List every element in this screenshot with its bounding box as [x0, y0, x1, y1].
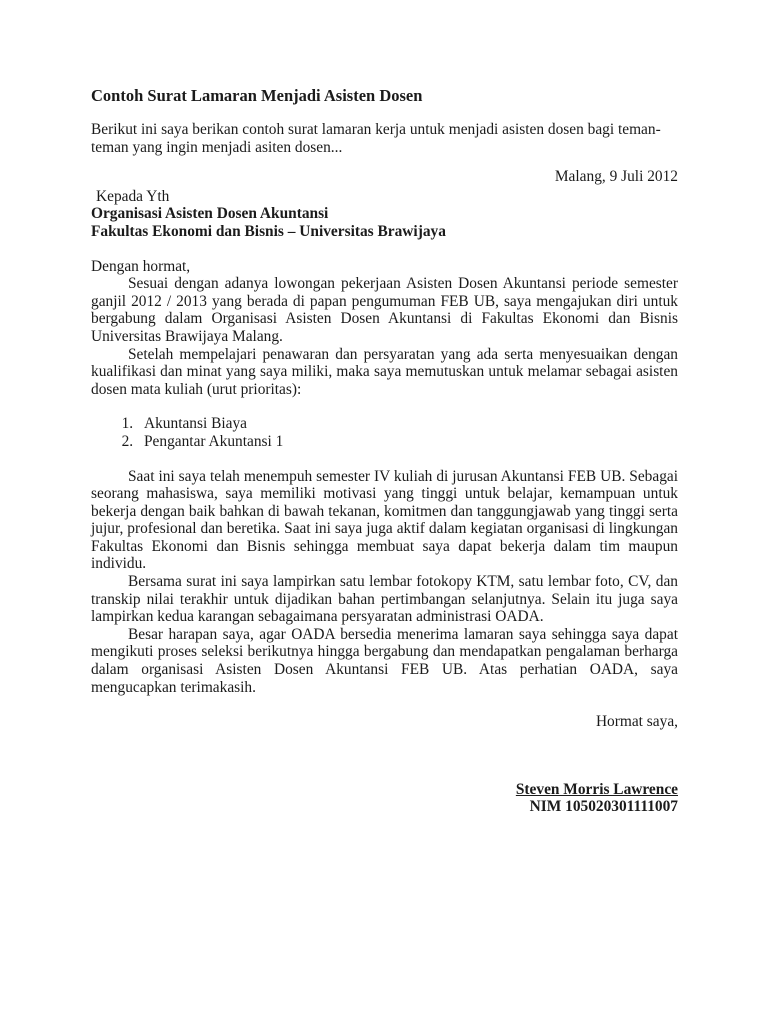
closing-line: Hormat saya, [595, 713, 678, 731]
date-line: Malang, 9 Juli 2012 [554, 168, 678, 186]
page-title: Contoh Surat Lamaran Menjadi Asisten Dosen [91, 86, 423, 105]
recipient-faculty: Fakultas Ekonomi dan Bisnis – Universitas Brawijaya [91, 222, 446, 240]
paragraph-vacancy: Sesuai dengan adanya lowongan pekerjaan Asisten Dosen Akuntansi periode semester ganjil 2012 / 2013 yang berada di papan pengumuman FEB UB, saya mengajukan diri untuk bergabung dalam Organisasi Asisten Dosen Akuntansi di Fakultas Ekonomi dan Bisnis Universitas Brawijaya Malang. [91, 275, 678, 345]
course-priority-list [91, 415, 678, 450]
signature-block [91, 781, 678, 816]
recipient-block [91, 188, 678, 241]
signature-name: Steven Morris Lawrence [515, 780, 678, 798]
paragraph-qualifications: Saat ini saya telah menempuh semester IV kuliah di jurusan Akuntansi FEB UB. Sebagai seorang mahasiswa, saya memiliki motivasi yang tinggi untuk belajar, kemampuan untuk bekerja dengan baik bahkan di bawah tekanan, komitmen dan tanggungjawab yang tinggi serta jujur, profesional dan beretika. Saat ini saya juga aktif dalam kegiatan organisasi di lingkungan Fakultas Ekonomi dan Bisnis sehingga membuat saya dapat bekerja dalam tim maupun individu. [91, 467, 678, 573]
course-item: 2. Pengantar Akuntansi 1 [137, 433, 678, 451]
course-item: 1. Akuntansi Biaya [137, 415, 678, 433]
paragraph-attachments: Bersama surat ini saya lampirkan satu lembar fotokopy KTM, satu lembar foto, CV, dan transkip nilai terakhir untuk dijadikan bahan pertimbangan selanjutnya. Selain itu juga saya lampirkan kedua karangan sebagaimana persyaratan administrasi OADA. [91, 573, 678, 626]
greeting-line: Dengan hormat, [91, 257, 191, 275]
paragraph-hope: Besar harapan saya, agar OADA bersedia menerima lamaran saya sehingga saya dapat mengikuti proses seleksi berikutnya hingga bergabung dan mendapatkan pengalaman berharga dalam organisasi Asisten Dosen Akuntansi FEB UB. Atas perhatian OADA, saya mengucapkan terimakasih. [91, 625, 678, 696]
recipient-salutation: Kepada Yth [96, 187, 170, 205]
signature-nim: NIM 105020301111007 [529, 798, 678, 816]
intro-text: Berikut ini saya berikan contoh surat lamaran kerja untuk menjadi asisten dosen bagi teman-teman yang ingin menjadi asiten dosen... [91, 121, 661, 156]
recipient-organization: Organisasi Asisten Dosen Akuntansi [91, 205, 329, 223]
paragraph-application: Setelah mempelajari penawaran dan persyaratan yang ada serta menyesuaikan dengan kualifikasi dan minat yang saya miliki, maka saya memutuskan untuk melamar sebagai asisten dosen mata kuliah (urut prioritas): [91, 345, 678, 398]
